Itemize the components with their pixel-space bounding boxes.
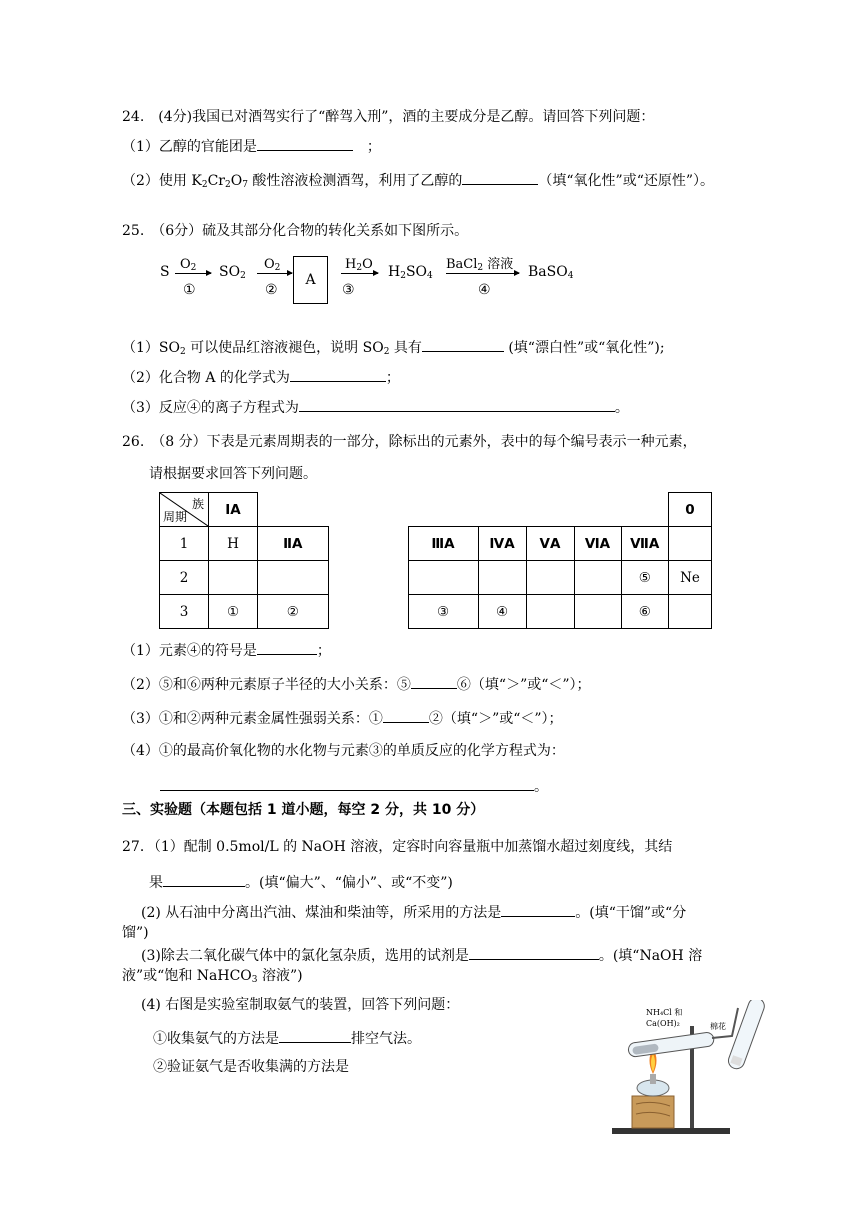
element-cell: ③ bbox=[408, 595, 478, 629]
q26-part1: （1）元素④的符号是 ； bbox=[122, 640, 331, 660]
q24-part2-end: （填“氧化性”或“还原性”）。 bbox=[538, 173, 715, 189]
q27-line3: (2) 从石油中分离出汽油、煤油和柴油等，所采用的方法是 。(填“干馏”或“分 bbox=[141, 902, 686, 922]
step-3: ③ bbox=[342, 282, 355, 298]
q27-line6: 液”或“饱和 NaHCO$_3$ 溶液”) bbox=[122, 968, 303, 985]
q24-part1-end: ； bbox=[366, 139, 381, 155]
answer-blank[interactable] bbox=[411, 674, 457, 689]
q24-stem: 24. (4分)我国已对酒驾实行了“醉驾入刑”，酒的主要成分是乙醇。请回答下列问题： bbox=[122, 109, 655, 125]
answer-blank[interactable] bbox=[160, 776, 534, 791]
element-cell bbox=[209, 561, 258, 595]
header-group-3a: ⅢA bbox=[408, 527, 478, 561]
element-cell bbox=[408, 561, 478, 595]
element-cell: Ne bbox=[669, 561, 712, 595]
q24-part1 bbox=[122, 136, 381, 156]
element-cell: ② bbox=[258, 595, 329, 629]
period-cell: 2 bbox=[160, 561, 209, 595]
q25-part2: （2）化合物 A 的化学式为 ； bbox=[122, 367, 400, 387]
reagent-o2-1: $O_2$ bbox=[180, 257, 197, 273]
element-cell bbox=[669, 595, 712, 629]
q24-sub: 2 bbox=[201, 180, 208, 190]
q27-line4: 馏”) bbox=[122, 925, 149, 941]
answer-blank[interactable] bbox=[462, 170, 538, 185]
answer-blank[interactable] bbox=[290, 367, 386, 382]
q26-part3: （3）①和②两种元素金属性强弱关系：① ②（填“＞”或“＜”）； bbox=[122, 708, 563, 728]
element-cell bbox=[526, 561, 574, 595]
q26-stem-2: 请根据要求回答下列问题。 bbox=[149, 466, 317, 482]
header-group-2a: ⅡA bbox=[258, 527, 329, 561]
q25-part1: $(1)SO_2$ 可以使品红溶液褪色，说明 $SO_2$ 具有 (填“漂白性”或“氧化性”); bbox=[122, 337, 665, 357]
element-cell: H bbox=[209, 527, 258, 561]
species-so2: $SO_2$ bbox=[219, 264, 246, 281]
arrow-2 bbox=[257, 273, 292, 274]
q24-sub: 2 bbox=[224, 180, 231, 190]
element-cell bbox=[574, 561, 621, 595]
answer-blank[interactable] bbox=[257, 136, 353, 151]
answer-blank[interactable] bbox=[299, 397, 615, 412]
element-cell bbox=[574, 595, 621, 629]
reagent-bacl2: BaCl$_2$ 溶液 bbox=[446, 257, 514, 273]
arrow-3 bbox=[341, 273, 378, 274]
header-group-1a: ⅠA bbox=[209, 493, 258, 527]
q24-part2-text-a: （2）使用 K bbox=[122, 173, 202, 189]
answer-blank[interactable] bbox=[163, 872, 245, 887]
q27-line7: (4) 右图是实验室制取氨气的装置，回答下列问题： bbox=[141, 997, 460, 1013]
answer-blank[interactable] bbox=[422, 337, 504, 352]
q24-part1-text: （1）乙醇的官能团是 bbox=[122, 139, 257, 155]
species-h2so4: $H_2SO_4$ bbox=[388, 264, 433, 281]
q27-line9: ②验证氨气是否收集满的方法是 bbox=[153, 1059, 349, 1075]
corner-period-label: 周期 bbox=[163, 510, 188, 524]
q25-stem: 25. （6分）硫及其部分化合物的转化关系如下图所示。 bbox=[122, 223, 469, 239]
answer-blank[interactable] bbox=[469, 945, 599, 960]
q26-part4-answer: 。 bbox=[160, 776, 548, 796]
reagent-o2-2: $O_2$ bbox=[264, 257, 281, 273]
step-2: ② bbox=[265, 282, 278, 298]
reagent-h2o: $H_2O$ bbox=[345, 257, 373, 273]
q26-part2: （2）⑤和⑥两种元素原子半径的大小关系：⑤ ⑥（填“＞”或“＜”）； bbox=[122, 674, 591, 694]
q26-stem: 26. （8 分）下表是元素周期表的一部分，除标出的元素外，表中的每个编号表示一种元素， bbox=[122, 434, 697, 450]
ammonia-apparatus-figure bbox=[608, 1000, 778, 1138]
element-cell: ⑥ bbox=[621, 595, 669, 629]
element-cell bbox=[526, 595, 574, 629]
figure-label-cotton: 棉花 bbox=[710, 1022, 726, 1031]
element-cell: ① bbox=[209, 595, 258, 629]
answer-blank[interactable] bbox=[257, 640, 317, 655]
apparatus-drawing bbox=[608, 1000, 778, 1138]
header-group-4a: ⅣA bbox=[478, 527, 526, 561]
q24-part2-text-b: Cr bbox=[207, 173, 225, 189]
answer-blank[interactable] bbox=[383, 708, 429, 723]
compound-a-box: A bbox=[293, 256, 328, 304]
q27-line2: 果 。(填“偏大”、“偏小”、或“不变”) bbox=[149, 872, 453, 892]
element-cell: ⑤ bbox=[621, 561, 669, 595]
header-group-6a: ⅥA bbox=[574, 527, 621, 561]
species-s: S bbox=[160, 264, 170, 280]
header-group-0: 0 bbox=[669, 493, 712, 527]
element-cell: ④ bbox=[478, 595, 526, 629]
period-cell: 1 bbox=[160, 527, 209, 561]
header-group-5a: ⅤA bbox=[526, 527, 574, 561]
element-cell bbox=[258, 561, 329, 595]
header-group-7a: ⅦA bbox=[621, 527, 669, 561]
q27-line8: ①收集氨气的方法是 排空气法。 bbox=[153, 1028, 421, 1048]
answer-blank[interactable] bbox=[501, 902, 575, 917]
element-cell bbox=[478, 561, 526, 595]
period-cell: 3 bbox=[160, 595, 209, 629]
step-4: ④ bbox=[478, 282, 491, 298]
answer-blank[interactable] bbox=[279, 1028, 351, 1043]
q24-sub: 7 bbox=[242, 180, 248, 190]
section-heading: 三、实验题（本题包括 1 道小题，每空 2 分，共 10 分） bbox=[122, 802, 485, 818]
arrow-1 bbox=[175, 273, 211, 274]
arrow-4 bbox=[446, 273, 519, 274]
q26-part4: （4）①的最高价氧化物的水化物与元素③的单质反应的化学方程式为： bbox=[122, 743, 565, 759]
table-corner bbox=[160, 493, 209, 527]
figure-label-reagent-2: Ca(OH)₂ bbox=[646, 1019, 680, 1028]
corner-group-label: 族 bbox=[191, 497, 204, 511]
q24-part2-text-d: 酸性溶液检测酒驾，利用了乙醇的 bbox=[247, 173, 463, 189]
q24-part2 bbox=[122, 170, 714, 190]
step-1: ① bbox=[183, 282, 196, 298]
q27-line1: 27．（1）配制 0.5mol/L 的 NaOH 溶液，定容时向容量瓶中加蒸馏水超过刻度线，其结 bbox=[122, 839, 673, 855]
q27-line5: (3)除去二氧化碳气体中的氯化氢杂质，选用的试剂是 。(填“NaOH 溶 bbox=[141, 945, 702, 965]
q24-part2-text-c: O bbox=[230, 173, 243, 189]
species-baso4: BaSO$_4$ bbox=[528, 264, 574, 281]
figure-label-reagent: NH₄Cl 和 bbox=[646, 1008, 683, 1017]
q25-part3: （3）反应④的离子方程式为 。 bbox=[122, 397, 629, 417]
periodic-table bbox=[159, 492, 712, 629]
